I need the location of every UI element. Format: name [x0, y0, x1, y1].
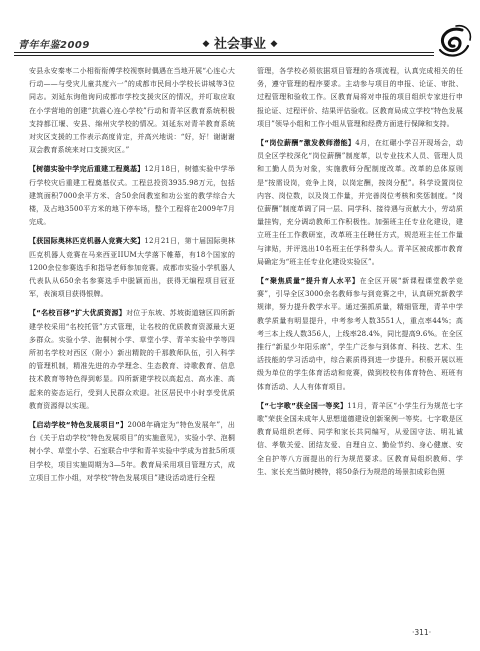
keyword-shude: 【树德实验中学完后重建工程奠基】: [29, 165, 145, 174]
text-robot: 12月21日，第十届国际奥林匹克机器人竞赛在马来西亚IIUM大学落下帷幕，有18个国家的1200余位参赛选手和指导老师参加竞赛。成都市实验小学机器人代表队从650余名参赛选手中脱颖而出，获得无编程项目冠亚军，表演项目获得银牌。: [29, 237, 235, 299]
swirl-logo-icon: [432, 20, 474, 62]
text-shude: 12月18日，树德实验中学举行学校灾后重建工程奠基仪式。工程总投资3935.98万元，包括建筑面积7000余平方米、含50余间教室和功公室的教学综合大楼，及占地3500平方米的地下停车场，整个工程将在2009年7月完成。: [29, 165, 235, 227]
text-feature-project: 2008年确定为“特色发展年”，出台《关于启动学校“特色发展项目”的实施意见》，实验小学、泡桐树小学、草堂小学、石室联合中学和青羊实验中学成为首批5所项目学校，项目实施周期为3—5年。教育局采用项目管理方式，成立项目工作小组，对学校“特色发展项目”建设活动进行全程: [29, 421, 235, 482]
paragraph-visit: 安县永安秦枣二小相衔衔傅学校视察时偶遇在当地开展“心连心大行动——与受灾儿童共度六一”的成都市民间小学校长讲城等3位同志。刘延东询他询问成都市学校支援灾区的情况，并叮取应取在小学营地的创建“抗震心连心学校”行动和青羊区教育系统积极支持都江堰、安县、绵州灾学校的情况。刘延东对青羊教育系统对灾区支援的工作表示高度肯定，并高兴地说：“好，好！谢谢谢双会教育系统来对口支援灾区。”: [29, 67, 235, 155]
text-famous-school: 对位于东坡、苏坡街道辖区四所新建学校采用“名校托管”方式管理，让名校的优质教育资源最大更多群众。实验小学、泡桐树小学、草堂小学、青羊实验中学等四所初名学校对西区（附小）新出精院的千那教师队伍，引入科学的管理机制，精准先进的办学理念、生态教育、诗歌教育、信息技术教育等特色得到彰显。四所新建学校以高起点、高水准、高起来的姿态运行，受到人民群众欢迎。社区居民中小时享受优质教育资源得以实现。: [29, 309, 235, 410]
right-column: [257, 65, 463, 479]
paragraph-management: 管理，各学校必须依据项目管理的各项流程，认真完成相关的任务，遵守管理的程序要求。主动参与项目的申报、论证、审批、过程管理和验收工作。区教育局将对申报的项目组织专家进行申报论证、过程评价、结果评估验收。区教育局成立学校“特色发展项目”领导小组和工作小组从管理和经费方面进行保障和支持。: [257, 67, 463, 128]
text-seven-song: 11月，青羊区“小学生行为规范七字歌”荣获全国未成年人思想道德建设创新案例一等奖。七字歌是区教育局组织老师、同学和家长共同编写，从爱国守法、明礼诚信、孝敬关爱、团结友爱、自理自立、勤俭节约、身心健康、安全自护等八方面提出的行为规范要求。区教育局组织教师、学生、家长充当做时模特，将50条行为规范的场景扣成彩色照: [257, 401, 463, 476]
diamond-right-icon: ◆: [270, 39, 278, 49]
header-rule: [14, 52, 434, 53]
text-salary: 4月，在红碾小学召开现场会，动员全区学校深化“岗位薪酬”制度革，以专业技术人员、管理人员和工勤人员为对象，实施教师分配制度改革。改革的总体原则是“按需设岗，竞争上岗，以岗定酬，按岗分配”。科学设置岗位内容、岗位数，以及岗工作量，并完善岗位考核和奖惩制度。“岗位薪酬”制度革调了同一层、同学科、接待遇与贡献大小，劳动质量挂钩，充分调动教师工作积极性。加强班主任专业化建设，建立班主任工作教研室，改革班主任聘任方式，规范班主任工作量与津贴，并评选出10名班主任学科带头人。青羊区被成都市教育局确定为“班主任专业化建设实验区”。: [257, 139, 463, 266]
paragraph-feature-project: [29, 419, 235, 485]
keyword-seven-song: 【“七字歌”获全国一等奖】: [257, 401, 348, 410]
section-title: [160, 33, 320, 52]
paragraph-quality: [257, 275, 463, 394]
keyword-quality: 【“聚焦质量”提升育人水平】: [257, 277, 360, 286]
yearbook-title: 青年年鉴2009: [18, 40, 90, 51]
paragraph-salary: [257, 137, 463, 269]
diamond-left-icon: ◆: [202, 39, 210, 49]
keyword-robot: 【获国际奥林匹克机器人竞赛大奖】: [29, 237, 145, 246]
page-number: ·311·: [412, 628, 432, 637]
keyword-salary: 【“岗位薪酬”激发教师潜能】: [257, 139, 356, 148]
keyword-famous-school: 【“名校百移”扩大优质资源】: [29, 309, 127, 318]
page-header: [0, 0, 480, 62]
paragraph-robot: [29, 235, 235, 301]
section-title-text: 社会事业: [213, 37, 266, 52]
keyword-feature-project: 【启动学校“特色发展项目”】: [29, 421, 128, 430]
left-column: [29, 65, 235, 485]
paragraph-shude: [29, 163, 235, 229]
paragraph-seven-song: [257, 400, 463, 479]
paragraph-famous-school: [29, 307, 235, 413]
text-quality: 在全区开展“新课程课堂教学竞赛”，引导全区3000余名教师参与到竞赛之中，认真研究新教学规律，努力提升教学水平。通过强抓质量，精细管理，青羊中学教学质量有明显提升，中考参考人数3551人，重点率44%；高考三本上线人数356人，上线率28.4%，同比提高9.6%。在全区推行“新星少年阳乐席”，学生广泛参与到体育、科技、艺术、生活技能的学习活动中，综合素质得到进一步提升。积极开展以班级为单位的学生体育活动和竞赛，做到校校有体育特色、班班有体育活动、人人有体育项目。: [257, 277, 463, 391]
header-rule-thin: [14, 55, 434, 56]
